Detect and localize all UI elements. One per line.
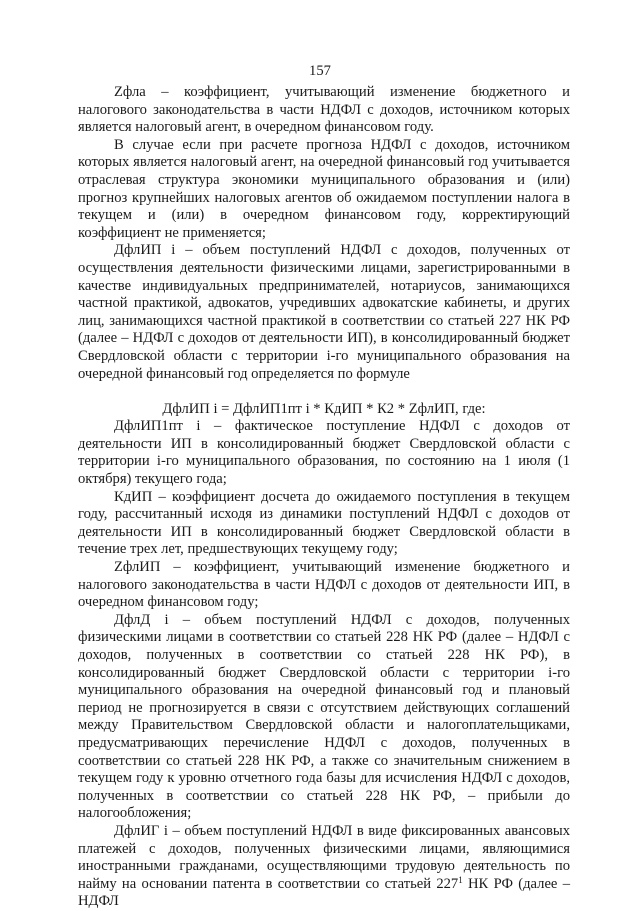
paragraph: ДфлИП i – объем поступлений НДФЛ с доходов, полученных от осуществления деятельности физическими лицами, зарегистрированными в качестве индивидуальных предпринимателей, нотариусов, занимающихся частной практикой, адвокатов, учредивших адвокатские кабинеты, и других лиц, занимающихся частной практикой в соответствии со статьей 227 НК РФ (далее – НДФЛ с доходов от деятельности ИП), в консолидированный бюджет Свердловской области с территории i-го муниципального образования на очередной финансовый год определяется по формуле — [78, 242, 570, 382]
document-body — [78, 84, 570, 911]
paragraph: В случае если при расчете прогноза НДФЛ с доходов, источником которых является налоговый агент, на очередной финансовый год учитывается отраслевая структура экономики муниципального образования и (или) прогноз крупнейших налоговых агентов об ожидаемом поступлении налога в текущем и (или) в очередном финансовом году, корректирующий коэффициент не применяется; — [78, 136, 570, 241]
paragraph: ZфлИП – коэффициент, учитывающий изменение бюджетного и налогового законодательства в части НДФЛ с доходов от деятельности ИП, в очередном финансовом году; — [78, 559, 570, 611]
formula: ДфлИП i = ДфлИП1пт i * КдИП * К2 * ZфлИП, где: — [162, 400, 486, 417]
paragraph: Zфла – коэффициент, учитывающий изменение бюджетного и налогового законодательства в части НДФЛ с доходов, источником которых является налоговый агент, в очередном финансовом году. — [78, 84, 570, 136]
paragraph: ДфлИП1пт i – фактическое поступление НДФЛ с доходов от деятельности ИП в консолидированный бюджет Свердловской области с территории i-го муниципального образования, по состоянию на 1 июля (1 октября) текущего года; — [78, 418, 570, 488]
paragraph-last — [78, 823, 570, 911]
text-run: ДфлИГ i – объем поступлений НДФЛ в виде фиксированных авансовых платежей с доходов, полученных физическими лицами, являющимися иностранными гражданами, осуществляющими трудовую деятельность по найму на основании патента в соответствии со статьей 227 — [78, 822, 570, 892]
text-run: НК РФ (далее – НДФЛ — [78, 875, 570, 910]
page-number: 157 — [309, 63, 331, 79]
paragraph: КдИП – коэффициент досчета до ожидаемого поступления в текущем году, рассчитанный исходя из динамики поступлений НДФЛ с доходов от деятельности ИП в консолидированный бюджет Свердловской области в течение трех лет, предшествующих текущему году; — [78, 488, 570, 558]
superscript: 1 — [458, 874, 463, 885]
paragraph: ДфлД i – объем поступлений НДФЛ с доходов, полученных физическими лицами в соответствии со статьей 228 НК РФ (далее – НДФЛ с доходов, полученных в соответствии со статьей 228 НК РФ), в консолидированный бюджет Свердловской области с территории i-го муниципального образования на очередной финансовый год и плановый период не прогнозируется в связи с отсутствием действующих соглашений между Правительством Свердловской области и налогоплательщиками, предусматривающих перечисление НДФЛ с доходов, полученных в соответствии со статьей 228 НК РФ, а также со значительным снижением в текущем году к уровню отчетного года базы для исчисления НДФЛ с доходов, полученных в соответствии со статьей 228 НК РФ, – прибыли до налогообложения; — [78, 611, 570, 822]
